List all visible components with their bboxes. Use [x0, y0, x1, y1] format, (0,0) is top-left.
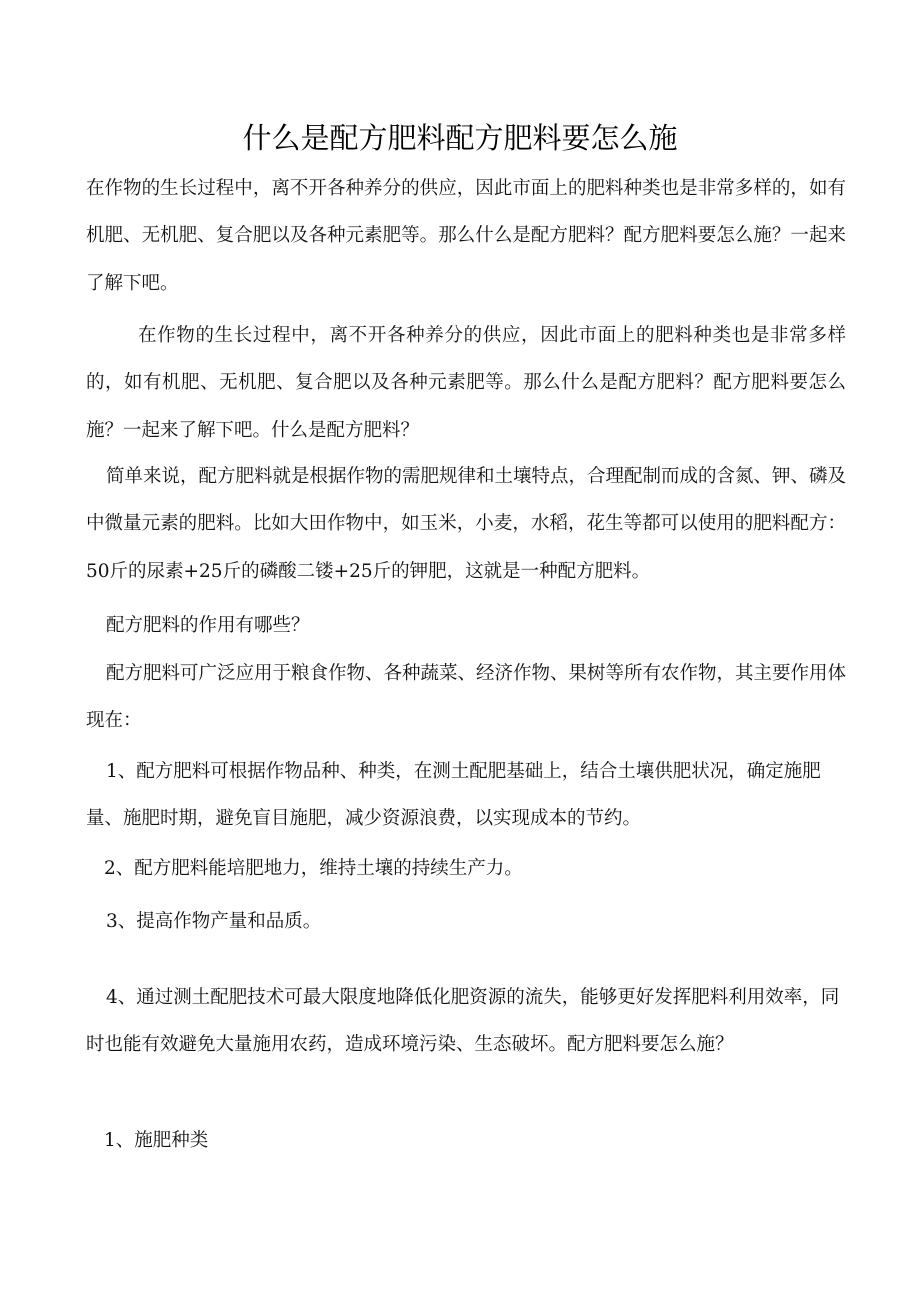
list-item-2: 2、配方肥料能培肥地力，维持土壤的持续生产力。 [104, 858, 523, 879]
paragraph-2: 简单来说，配方肥料就是根据作物的需肥规律和土壤特点，合理配制而成的含氮、钾、磷及中微量元素的肥料。比如大田作物中，如玉米，小麦，水稻，花生等都可以使用的肥料配方：50斤的尿素+25斤的磷酸二镂+25斤的钾肥，这就是一种配方肥料。 [86, 466, 847, 582]
document-title: 什么是配方肥料配方肥料要怎么施 [242, 121, 678, 155]
list-item-3: 3、提高作物产量和品质。 [106, 911, 322, 932]
list-item-4: 4、通过测土配肥技术可最大限度地降低化肥资源的流失，能够更好发挥肥料利用效率，同时也能有效避免大量施用农药，造成环境污染、生态破坏。配方肥料要怎么施？ [86, 987, 840, 1056]
list-item-1: 1、配方肥料可根据作物品种、种类，在测土配肥基础上，结合土壤供肥状况，确定施肥量、施肥时期，避免盲目施肥，减少资源浪费，以实现成本的节约。 [86, 761, 821, 830]
question-heading: 配方肥料的作用有哪些？ [106, 615, 310, 636]
paragraph-3: 配方肥料可广泛应用于粮食作物、各种蔬菜、经济作物、果树等所有农作物，其主要作用体现在： [86, 663, 847, 732]
paragraph-1: 在作物的生长过程中，离不开各种养分的供应，因此市面上的肥料种类也是非常多样的，如有机肥、无机肥、复合肥以及各种元素肥等。那么什么是配方肥料？配方肥料要怎么施？一起来了解下吧。什么是配方肥料？ [86, 325, 846, 441]
intro-paragraph: 在作物的生长过程中，离不开各种养分的供应，因此市面上的肥料种类也是非常多样的，如有机肥、无机肥、复合肥以及各种元素肥等。那么什么是配方肥料？配方肥料要怎么施？一起来了解下吧。 [86, 178, 846, 294]
list-item-5: 1、施肥种类 [104, 1130, 209, 1151]
